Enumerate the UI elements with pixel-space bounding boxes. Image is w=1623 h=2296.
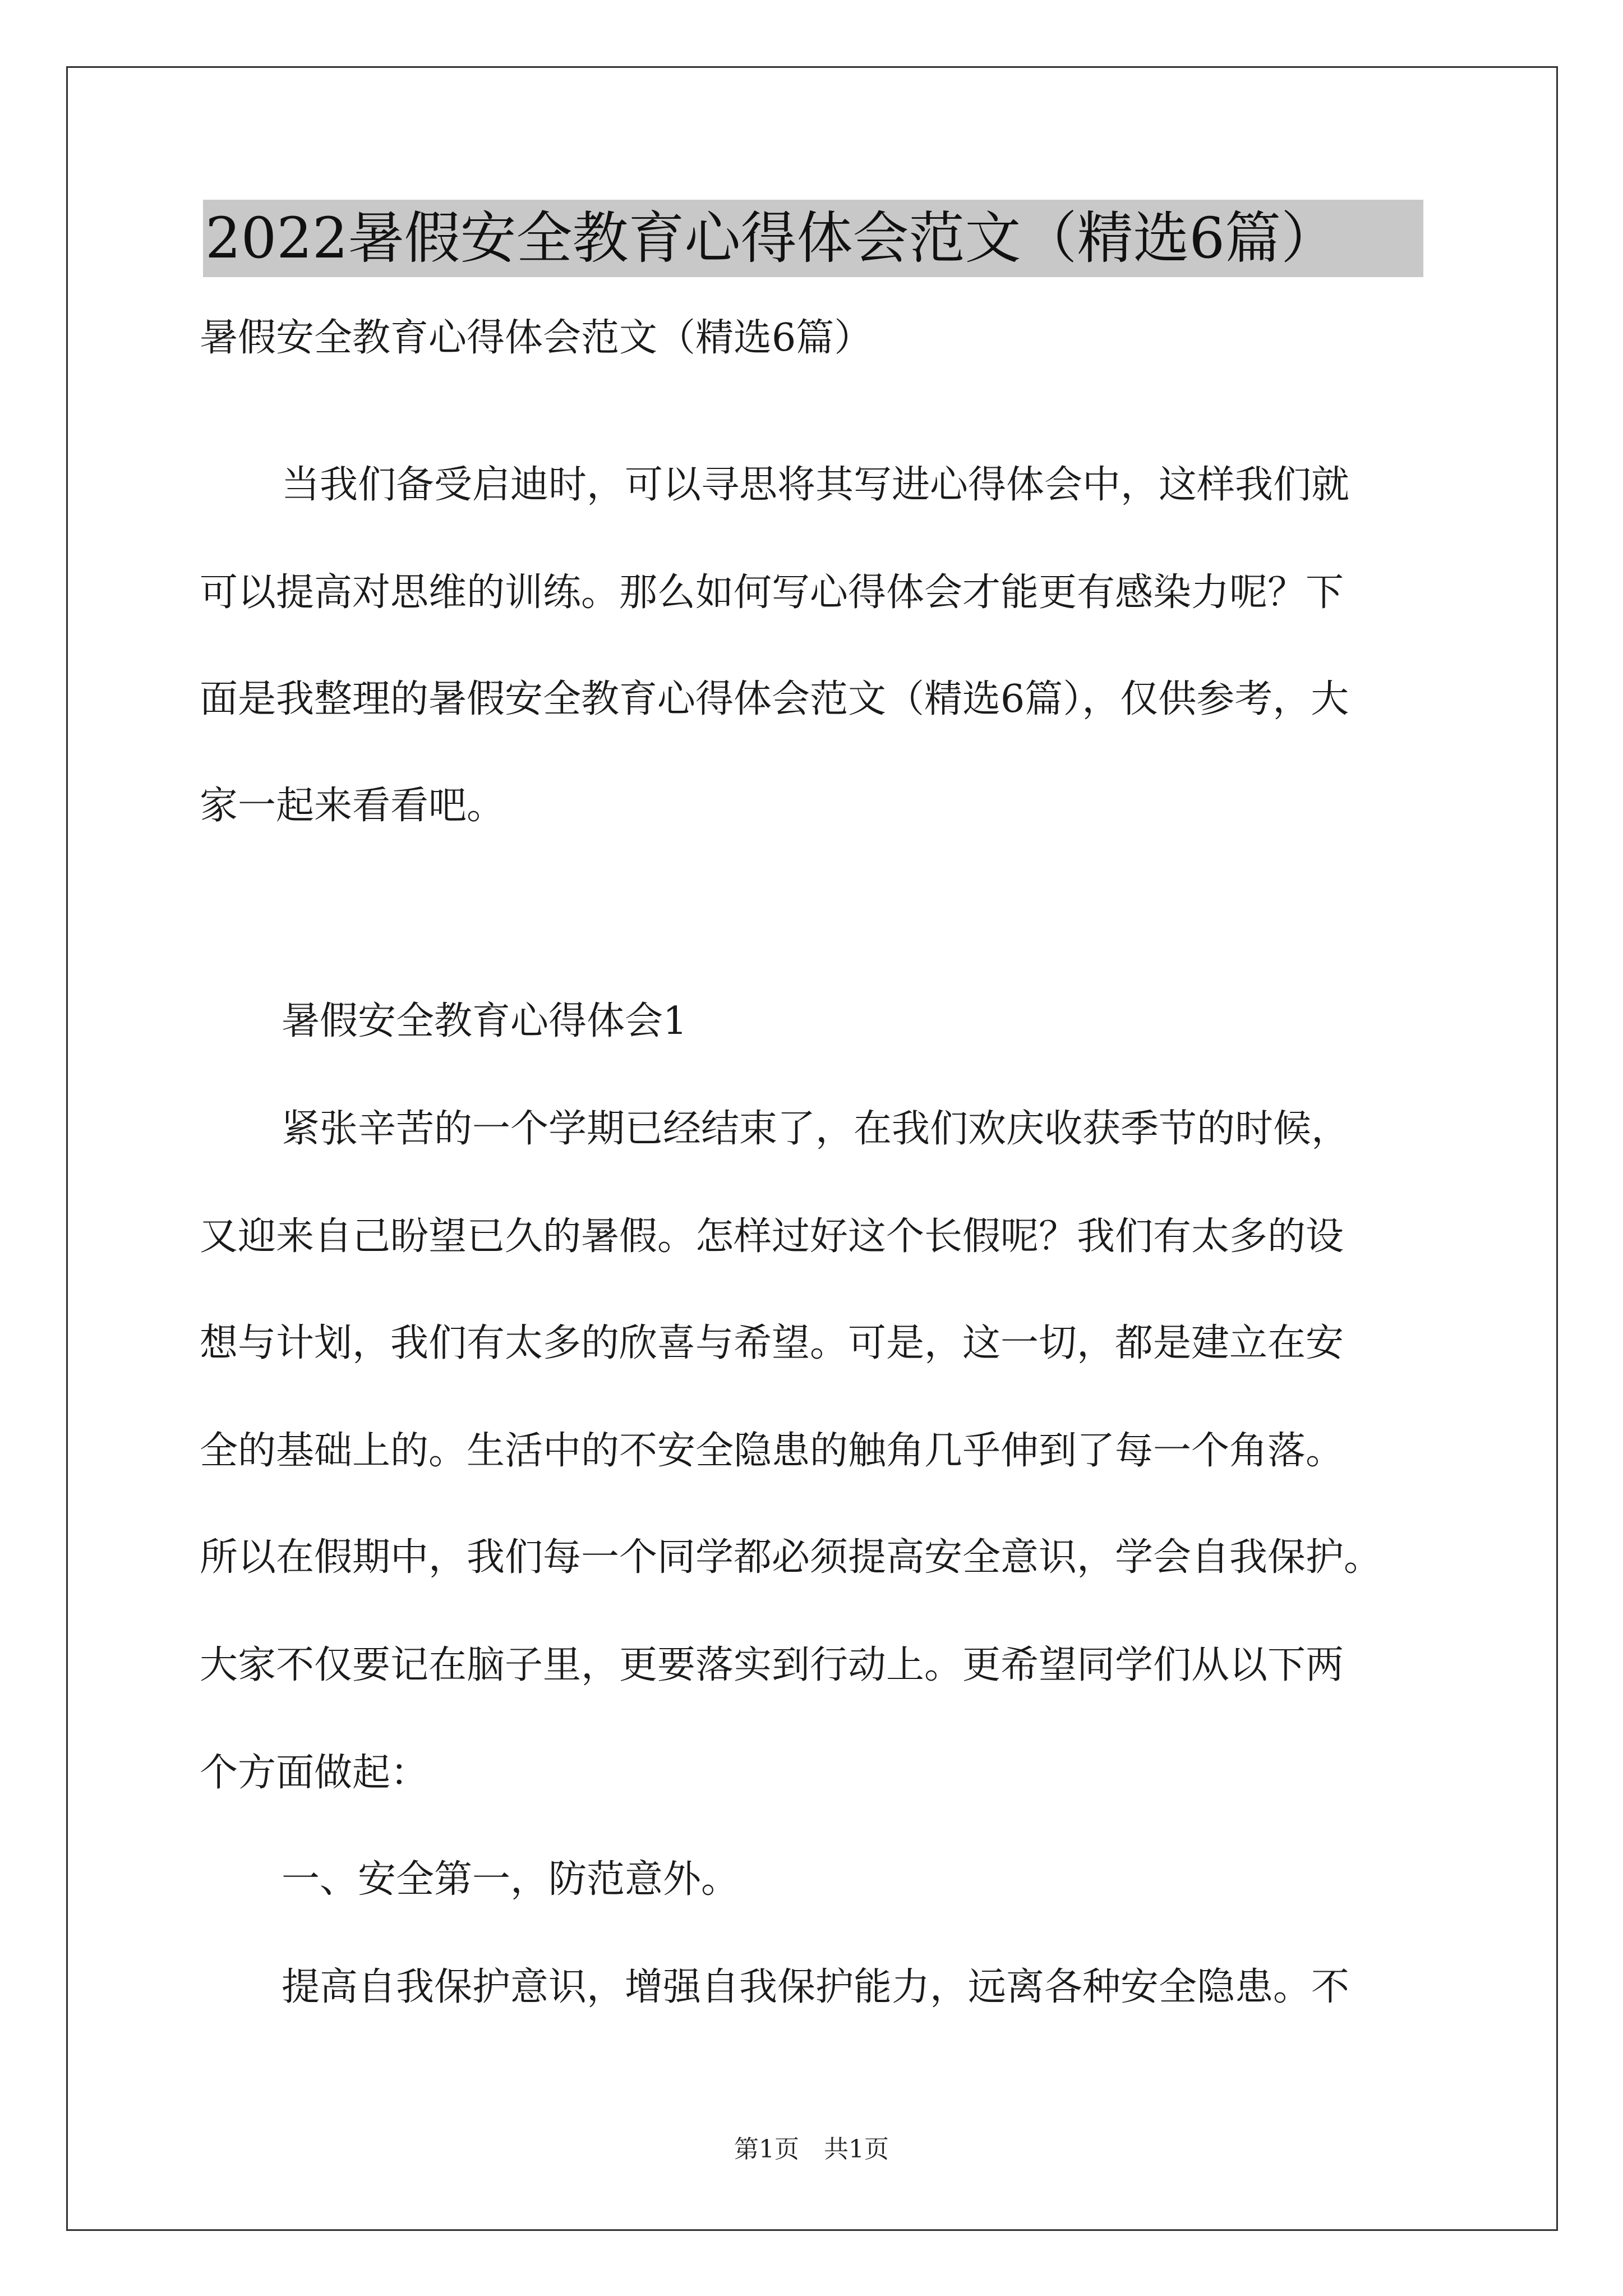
document-title: 2022暑假安全教育心得体会范文（精选6篇） xyxy=(205,205,1338,271)
body-line-4: 全的基础上的。生活中的不安全隐患的触角几乎伸到了每一个角落。 xyxy=(200,1429,1344,1473)
intro-line-1: 当我们备受启迪时，可以寻思将其写进心得体会中，这样我们就 xyxy=(282,463,1350,507)
intro-line-3: 面是我整理的暑假安全教育心得体会范文（精选6篇），仅供参考，大 xyxy=(200,677,1349,721)
point-heading: 一、安全第一，防范意外。 xyxy=(282,1857,740,1902)
title-highlight xyxy=(203,200,1423,277)
page-footer: 第1页 共1页 xyxy=(734,2135,889,2164)
intro-line-2: 可以提高对思维的训练。那么如何写心得体会才能更有感染力呢？下 xyxy=(200,570,1344,615)
point-line: 提高自我保护意识，增强自我保护能力，远离各种安全隐患。不 xyxy=(282,1965,1350,2009)
intro-line-4: 家一起来看看吧。 xyxy=(200,784,505,828)
section-heading: 暑假安全教育心得体会1 xyxy=(282,999,688,1043)
body-line-7: 个方面做起： xyxy=(200,1751,429,1795)
body-line-2: 又迎来自己盼望已久的暑假。怎样过好这个长假呢？我们有太多的设 xyxy=(200,1214,1344,1259)
document-subtitle: 暑假安全教育心得体会范文（精选6篇） xyxy=(200,316,873,360)
body-line-6: 大家不仅要记在脑子里，更要落实到行动上。更希望同学们从以下两 xyxy=(200,1643,1344,1687)
body-line-3: 想与计划，我们有太多的欣喜与希望。可是，这一切，都是建立在安 xyxy=(200,1321,1344,1365)
body-line-1: 紧张辛苦的一个学期已经结束了，在我们欢庆收获季节的时候， xyxy=(282,1107,1350,1151)
body-line-5: 所以在假期中，我们每一个同学都必须提高安全意识，学会自我保护。 xyxy=(200,1535,1382,1580)
